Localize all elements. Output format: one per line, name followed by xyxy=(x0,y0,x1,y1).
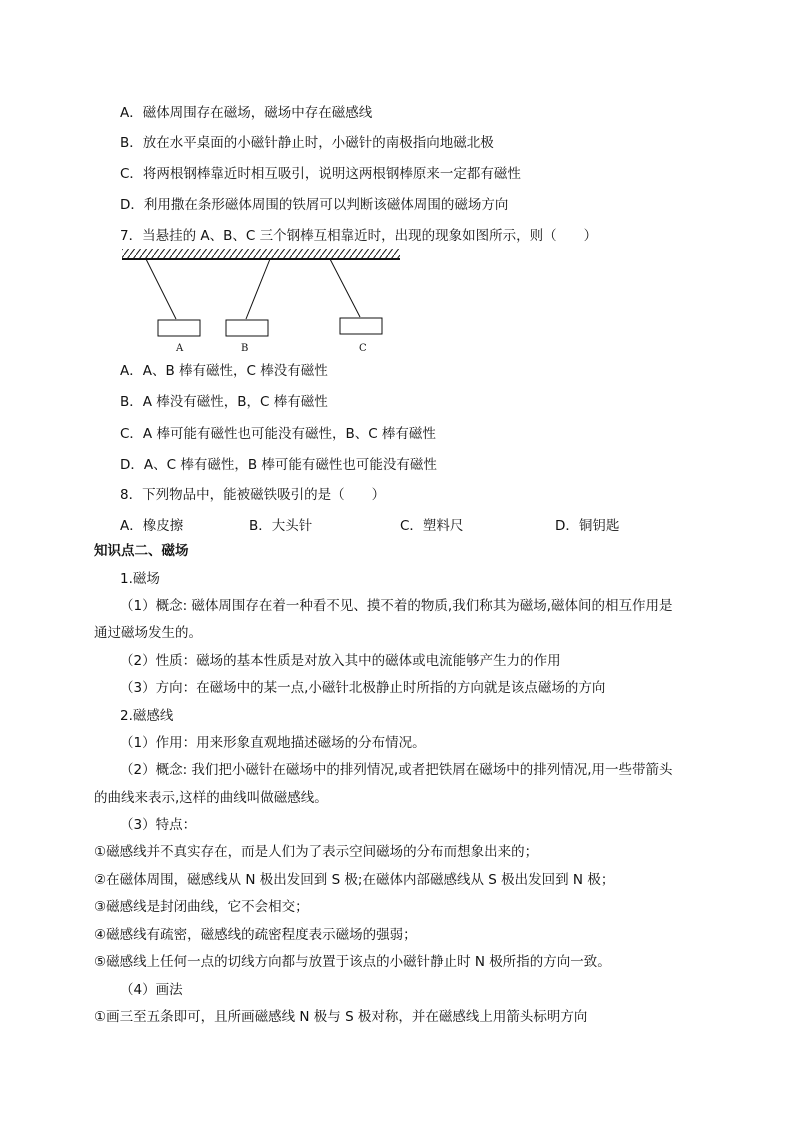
q7-option-a: A．A、B 棒有磁性，C 棒没有磁性 xyxy=(120,363,328,379)
q7-option-d: D．A、C 棒有磁性，B 棒可能有磁性也可能没有磁性 xyxy=(120,457,437,473)
rod-c xyxy=(340,318,382,334)
label-a: A xyxy=(176,343,184,354)
field-lines-concept-line1: （2）概念: 我们把小磁针在磁场中的排列情况,或者把铁屑在磁场中的排列情况,用一些带箭头 xyxy=(120,762,673,778)
field-lines-function: （1）作用：用来形象直观地描述磁场的分布情况。 xyxy=(120,735,426,751)
q7-option-c: C．A 棒可能有磁性也可能没有磁性，B、C 棒有磁性 xyxy=(120,426,436,442)
section-heading: 知识点二、磁场 xyxy=(94,543,189,559)
string-b xyxy=(246,259,270,319)
field-concept-line1: （1）概念: 磁体周围存在着一种看不见、摸不着的物质,我们称其为磁场,磁体间的相互作用是 xyxy=(120,598,673,614)
feature-item-4: ④磁感线有疏密，磁感线的疏密程度表示磁场的强弱； xyxy=(94,927,417,943)
q7-figure-hanging-rods xyxy=(118,247,408,359)
q8-option-c: C．塑料尺 xyxy=(400,518,464,534)
field-lines-concept-line2: 的曲线来表示,这样的曲线叫做磁感线。 xyxy=(94,790,328,806)
field-concept-line2: 通过磁场发生的。 xyxy=(94,625,202,641)
q7-option-b: B．A 棒没有磁性，B，C 棒有磁性 xyxy=(120,394,328,410)
q8-stem: 8．下列物品中，能被磁铁吸引的是（ ） xyxy=(120,487,386,503)
feature-item-2: ②在磁体周围，磁感线从 N 极出发回到 S 极;在磁体内部磁感线从 S 极出发回到 N 极； xyxy=(94,872,615,888)
string-c xyxy=(330,259,360,317)
q8-option-b: B．大头针 xyxy=(249,518,313,534)
q6-option-a: A．磁体周围存在磁场，磁场中存在磁感线 xyxy=(120,105,373,121)
subsection-magnetic-field: 1.磁场 xyxy=(120,571,160,587)
q6-option-d: D．利用撒在条形磁体周围的铁屑可以判断该磁体周围的磁场方向 xyxy=(120,197,509,213)
feature-item-1: ①磁感线并不真实存在，而是人们为了表示空间磁场的分布而想象出来的； xyxy=(94,844,539,860)
q6-option-b: B．放在水平桌面的小磁针静止时，小磁针的南极指向地磁北极 xyxy=(120,135,494,151)
q6-option-c: C．将两根钢棒靠近时相互吸引，说明这两根钢棒原来一定都有磁性 xyxy=(120,166,521,182)
drawing-item-1: ①画三至五条即可，且所画磁感线 N 极与 S 极对称，并在磁感线上用箭头标明方向 xyxy=(94,1009,588,1025)
q7-stem: 7．当悬挂的 A、B、C 三个钢棒互相靠近时，出现的现象如图所示，则（ ） xyxy=(120,228,598,244)
field-lines-drawing-title: （4）画法 xyxy=(120,982,183,998)
rod-a xyxy=(158,320,200,336)
ceiling-support xyxy=(122,249,400,259)
label-c: C xyxy=(359,343,367,354)
q8-option-a: A．橡皮擦 xyxy=(120,518,184,534)
field-direction: （3）方向：在磁场中的某一点,小磁针北极静止时所指的方向就是该点磁场的方向 xyxy=(120,680,606,696)
field-property: （2）性质：磁场的基本性质是对放入其中的磁体或电流能够产生力的作用 xyxy=(120,653,561,669)
subsection-field-lines: 2.磁感线 xyxy=(120,708,174,724)
string-a xyxy=(146,259,176,319)
q8-option-d: D．铜钥匙 xyxy=(555,518,620,534)
field-lines-features-title: （3）特点： xyxy=(120,817,197,833)
rod-b xyxy=(226,320,268,336)
feature-item-3: ③磁感线是封闭曲线，它不会相交； xyxy=(94,899,309,915)
feature-item-5: ⑤磁感线上任何一点的切线方向都与放置于该点的小磁针静止时 N 极所指的方向一致。 xyxy=(94,954,611,970)
label-b: B xyxy=(241,343,249,354)
